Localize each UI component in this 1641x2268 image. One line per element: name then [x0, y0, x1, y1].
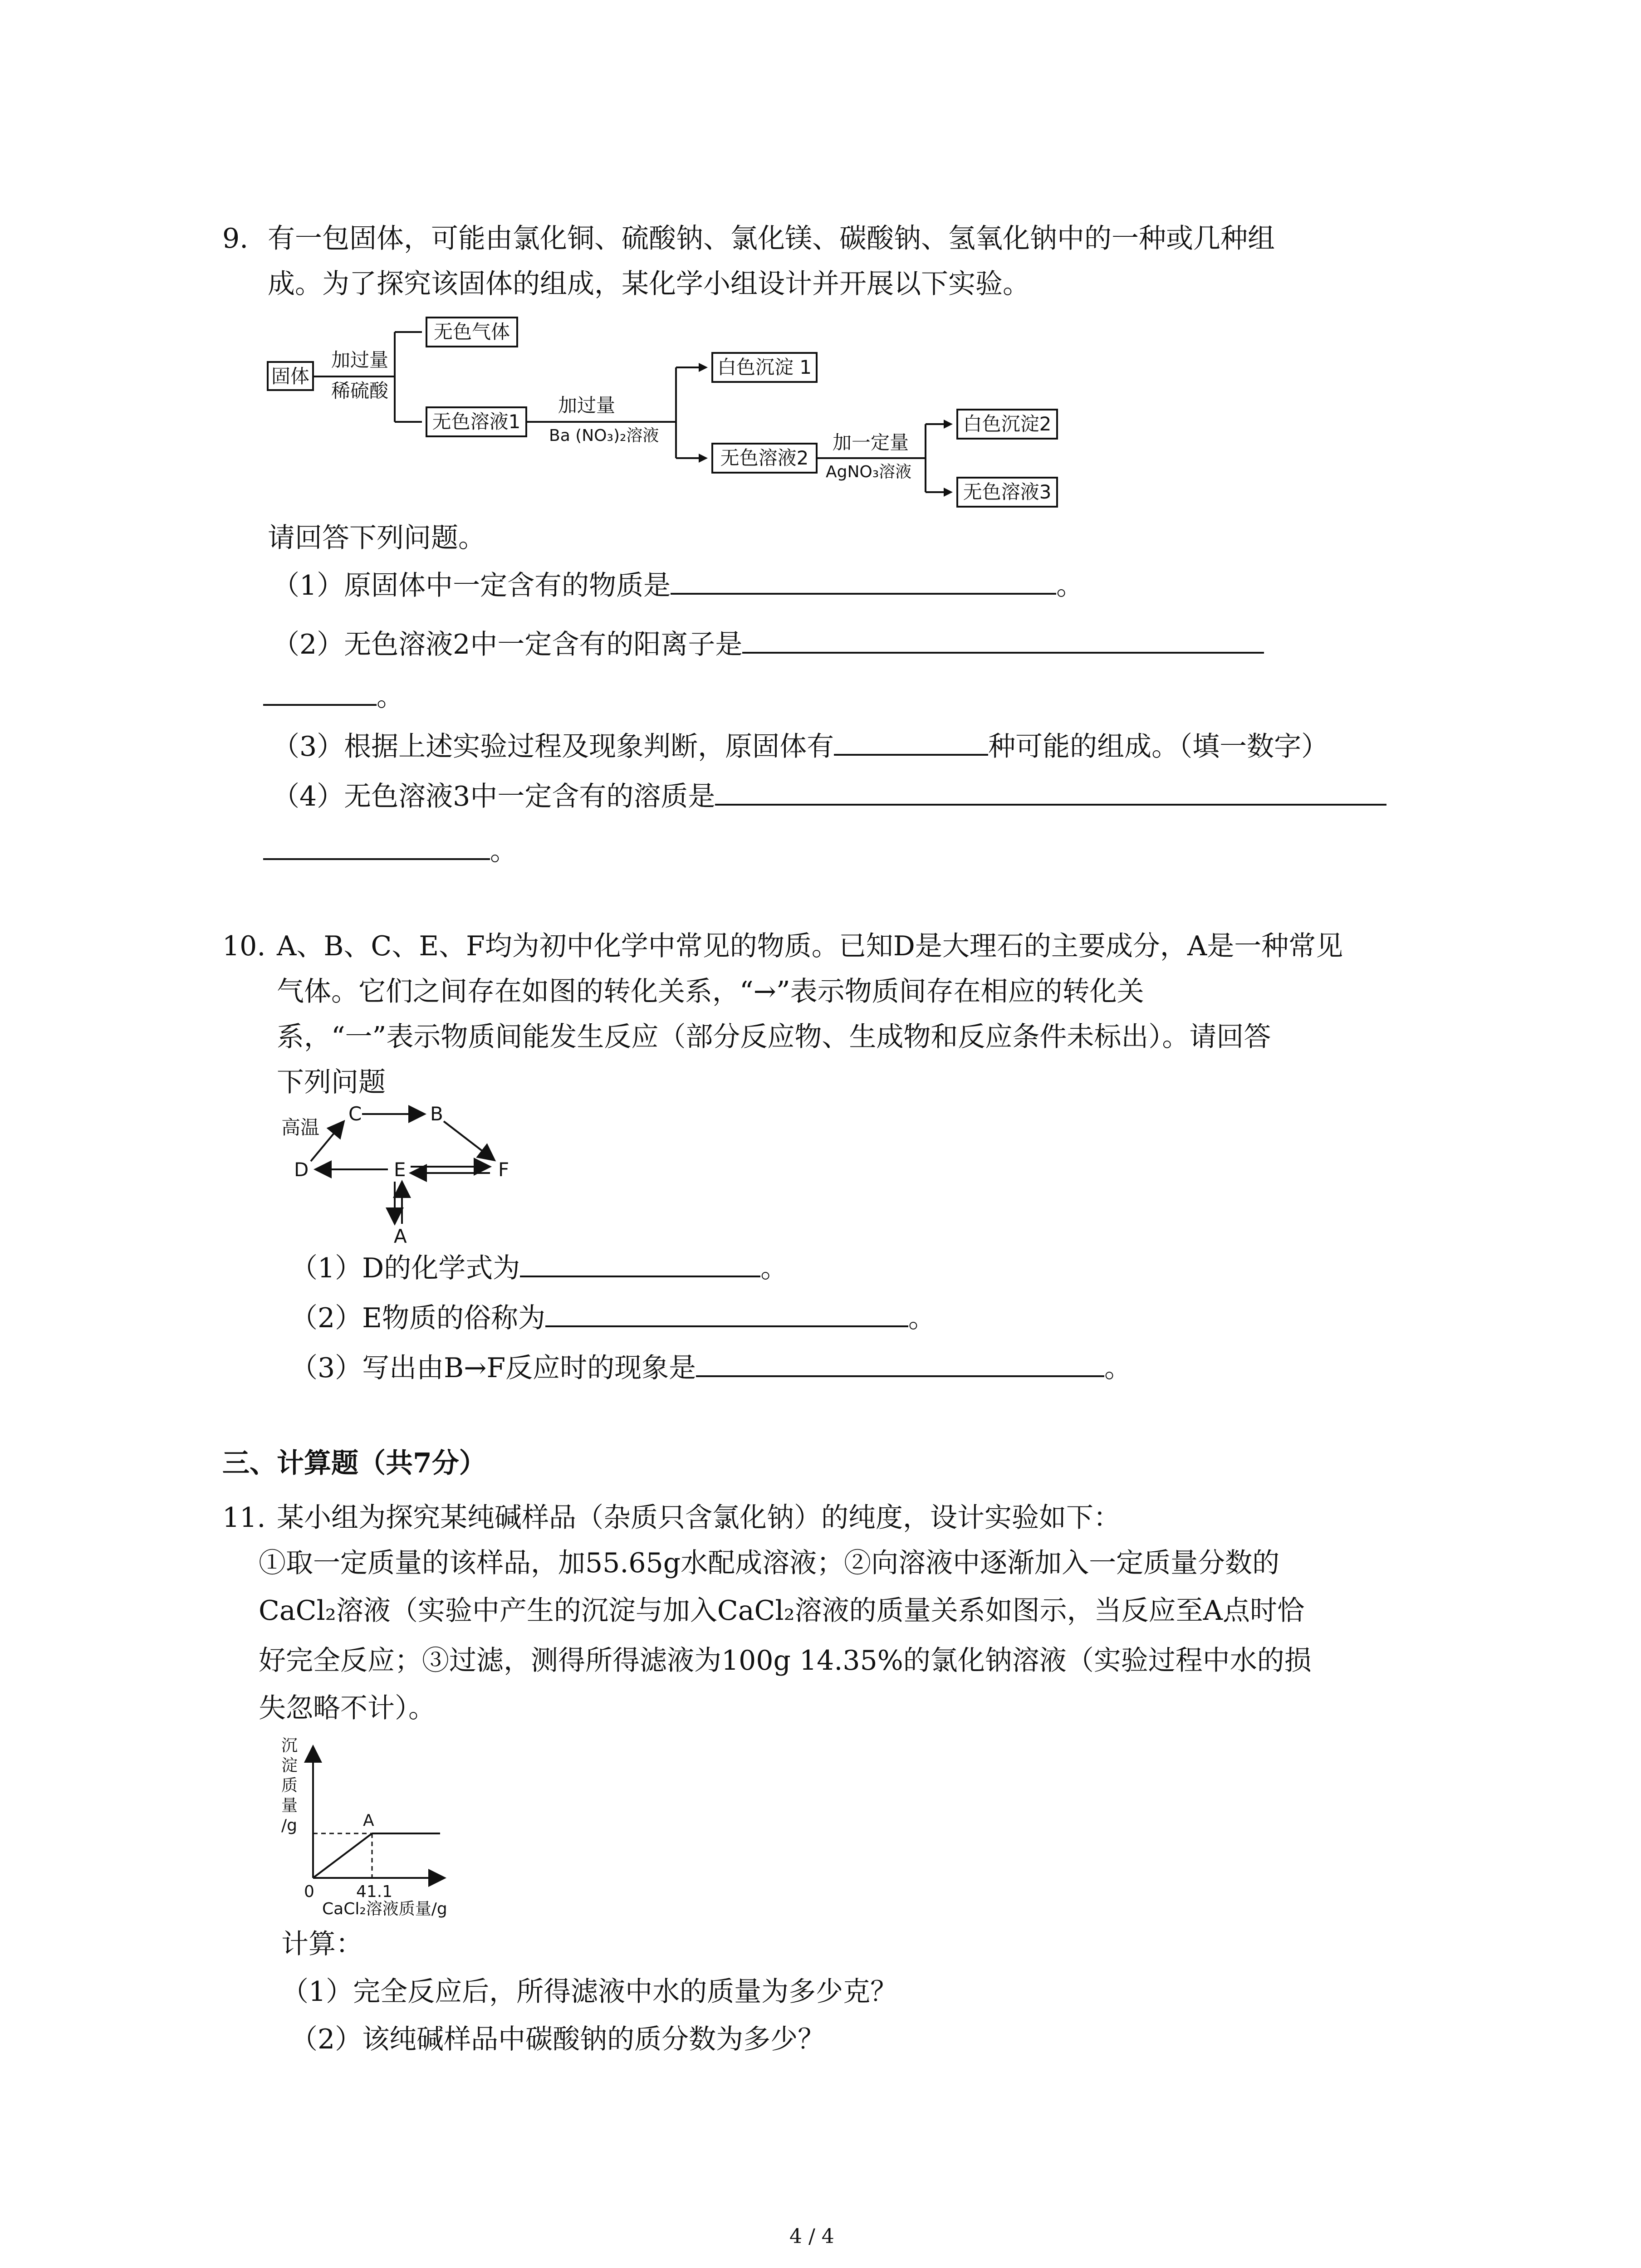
q9-sub2-blank2 — [263, 680, 377, 706]
q9-sub4-blank2 — [263, 835, 490, 860]
graph-ylabel-1: 沉 — [281, 1736, 298, 1755]
q9-sub2-cont: 。 — [263, 680, 404, 713]
flow-solid: 固体 — [271, 365, 310, 387]
flow-reagent1-bottom: 稀硫酸 — [331, 380, 389, 402]
q10-relation-diagram — [272, 1102, 544, 1252]
q9-line2: 成。为了探究该固体的组成，某化学小组设计并开展以下实验。 — [268, 268, 1030, 300]
node-D: D — [294, 1158, 309, 1181]
q9-sub1-blank — [671, 569, 1056, 595]
graph-xtick: 41.1 — [356, 1882, 393, 1901]
node-A: A — [394, 1225, 407, 1247]
q10-line4: 下列问题 — [277, 1066, 386, 1098]
q10-sub3-blank — [696, 1352, 1104, 1377]
q9-sub2: （2）无色溶液2中一定含有的阳离子是 — [272, 628, 1264, 661]
q10-sub1-blank — [520, 1252, 760, 1277]
flow-solution2: 无色溶液2 — [720, 447, 809, 469]
q9-sub3-blank — [834, 730, 988, 756]
q9-number: 9. — [222, 223, 249, 254]
q10-sub1: （1）D的化学式为 。 — [290, 1252, 788, 1284]
flow-precipitate1: 白色沉淀 1 — [717, 356, 812, 378]
q11-sub1: （1）完全反应后，所得滤液中水的质量为多少克？ — [281, 1976, 898, 2008]
q11-line2: ①取一定质量的该样品，加55.65g水配成溶液；②向溶液中逐渐加入一定质量分数的 — [259, 1547, 1280, 1579]
flow-solution3: 无色溶液3 — [963, 481, 1052, 503]
graph-xlabel: CaCl₂溶液质量/g — [322, 1900, 447, 1918]
flow-solution1: 无色溶液1 — [432, 411, 521, 433]
q11-number: 11. — [222, 1502, 266, 1534]
graph-ylabel-4: 量 — [281, 1796, 298, 1815]
q9-flowchart — [263, 308, 1125, 522]
flow-reagent2-bottom: Ba (NO₃)₂溶液 — [549, 426, 659, 445]
q11-precipitate-graph — [272, 1733, 508, 1923]
page-number: 4 / 4 — [789, 2225, 834, 2248]
graph-ylabel-2: 淀 — [281, 1756, 298, 1775]
q11-line4: 好完全反应；③过滤，测得所得滤液为100g 14.35%的氯化钠溶液（实验过程中水的损 — [259, 1645, 1312, 1677]
q9-sub2-blank — [742, 628, 1264, 654]
q9-sub1: （1）原固体中一定含有的物质是 。 — [272, 570, 1084, 601]
q11-line3: CaCl₂溶液（实验中产生的沉淀与加入CaCl₂溶液的质量关系如图示，当反应至A点时恰 — [259, 1595, 1304, 1627]
q11-line1: 某小组为探究某纯碱样品（杂质只含氯化钠）的纯度，设计实验如下： — [277, 1502, 1121, 1534]
node-E: E — [394, 1158, 406, 1181]
q9-sub4-blank — [715, 780, 1386, 806]
section3-heading: 三、计算题（共7分） — [222, 1447, 486, 1479]
q10-sub2: （2）E物质的俗称为 。 — [290, 1302, 936, 1334]
q10-line1: A、B、C、E、F均为初中化学中常见的物质。已知D是大理石的主要成分，A是一种常见 — [277, 930, 1343, 962]
diagram-gaowen: 高温 — [281, 1116, 320, 1139]
q10-line2: 气体。它们之间存在如图的转化关系，“→”表示物质间存在相应的转化关 — [277, 976, 1144, 1007]
q10-sub2-blank — [545, 1302, 908, 1327]
q10-line3: 系，“一”表示物质间能发生反应（部分反应物、生成物和反应条件未标出）。请回答 — [277, 1021, 1271, 1053]
q10-sub3: （3）写出由B→F反应时的现象是 。 — [290, 1352, 1132, 1384]
q11-sub2: （2）该纯碱样品中碳酸钠的质分数为多少？ — [290, 2024, 825, 2055]
q11-line5: 失忽略不计）。 — [259, 1692, 436, 1724]
flow-reagent3-bottom: AgNO₃溶液 — [826, 463, 912, 481]
flow-reagent2-top: 加过量 — [558, 394, 616, 416]
flow-precipitate2: 白色沉淀2 — [963, 413, 1052, 435]
flow-reagent1-top: 加过量 — [331, 349, 389, 371]
graph-origin: 0 — [304, 1882, 314, 1901]
node-C: C — [348, 1103, 362, 1125]
q9-sub3: （3）根据上述实验过程及现象判断，原固体有 种可能的组成。（填一数字） — [272, 731, 1329, 763]
flow-reagent3-top: 加一定量 — [833, 431, 909, 454]
node-F: F — [498, 1158, 509, 1181]
q10-number: 10. — [222, 930, 266, 962]
flow-gas: 无色气体 — [433, 321, 510, 343]
graph-ylabel-3: 质 — [281, 1776, 298, 1795]
graph-rising-line — [313, 1833, 372, 1878]
q9-line1: 有一包固体，可能由氯化铜、硫酸钠、氯化镁、碳酸钠、氢氧化钠中的一种或几种组 — [268, 223, 1275, 254]
q9-prompt: 请回答下列问题。 — [268, 522, 485, 554]
q11-calc: 计算： — [281, 1928, 363, 1960]
node-B: B — [430, 1103, 443, 1125]
q9-sub4: （4）无色溶液3中一定含有的溶质是 — [272, 780, 1386, 813]
graph-ylabel-5: /g — [281, 1816, 297, 1835]
q9-sub4-cont: 。 — [263, 835, 517, 867]
graph-point-A: A — [363, 1811, 374, 1830]
